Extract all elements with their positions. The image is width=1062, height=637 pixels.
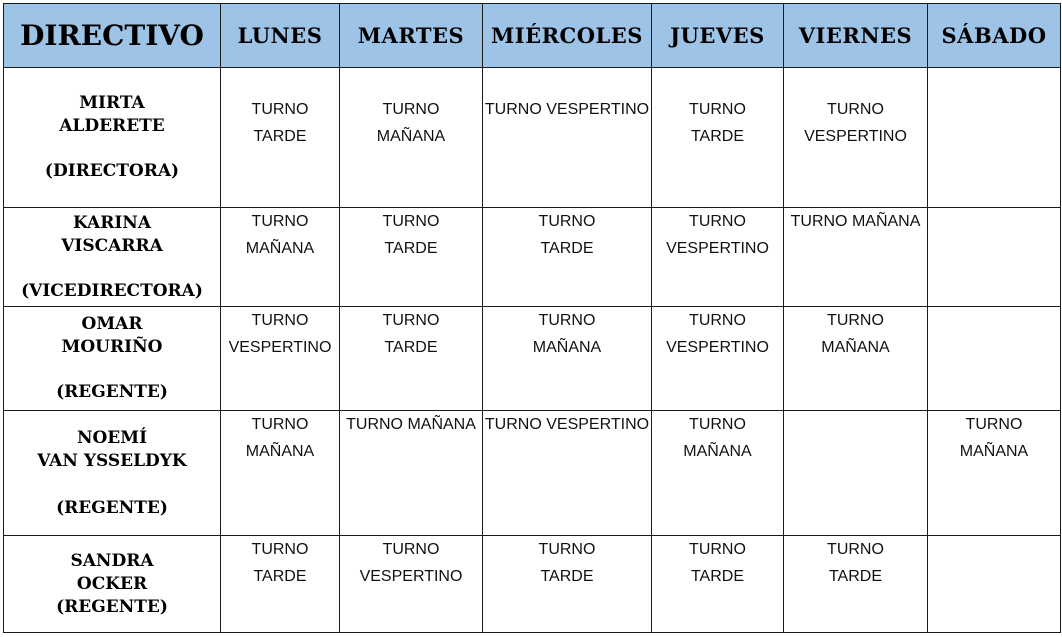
directivo-cell [4,208,221,307]
shift-cell [652,411,784,536]
shift-text: TURNO MAÑANA [683,416,752,460]
directivo-cell [4,307,221,411]
shift-text: TURNO MAÑANA [245,416,315,460]
schedule-table [3,3,1061,633]
person-role: (REGENTE) [56,382,168,402]
shift-cell [340,208,483,307]
shift-text: TURNO TARDE [538,541,596,585]
person-name: MIRTA ALDERETE [59,93,165,136]
shift-text: TURNO MAÑANA [346,416,476,433]
shift-cell [928,536,1061,633]
shift-cell [652,208,784,307]
shift-text: TURNO TARDE [689,541,746,585]
shift-text: TURNO MAÑANA [532,312,602,356]
column-header-viernes: VIERNES [784,4,928,68]
shift-text: TURNO MAÑANA [959,416,1029,460]
shift-cell [928,68,1061,208]
person-name: SANDRA OCKER [70,550,154,594]
shift-cell [784,307,928,411]
person-name: KARINA VISCARRA [61,212,163,256]
shift-cell [483,208,652,307]
person-role: (DIRECTORA) [44,161,180,181]
shift-text: TURNO MAÑANA [245,213,315,257]
shift-cell [221,307,340,411]
shift-cell [340,68,483,208]
shift-cell [340,411,483,536]
shift-cell [483,411,652,536]
shift-cell [340,536,483,633]
shift-cell [652,307,784,411]
table-row [4,536,1061,633]
shift-cell [784,68,928,208]
shift-cell [784,208,928,307]
shift-text: TURNO TARDE [689,101,746,145]
shift-text: TURNO VESPERTINO [804,101,907,145]
table-row [4,68,1061,208]
column-header-directivo: DIRECTIVO [4,4,221,68]
shift-text: TURNO TARDE [382,312,440,356]
shift-cell [483,536,652,633]
person-name: OMAR MOURIÑO [61,314,163,357]
shift-cell [652,536,784,633]
shift-cell [652,68,784,208]
shift-text: TURNO VESPERTINO [484,416,650,433]
shift-cell [483,68,652,208]
directivo-cell [4,411,221,536]
directivo-cell [4,536,221,633]
shift-cell [928,307,1061,411]
shift-text: TURNO MAÑANA [790,213,921,230]
shift-cell [928,411,1061,536]
shift-text: TURNO VESPERTINO [666,312,769,356]
person-role: (REGENTE) [56,596,168,617]
shift-cell [784,536,928,633]
column-header-martes: MARTES [340,4,483,68]
shift-text: TURNO TARDE [538,213,596,257]
person-role: (REGENTE) [56,497,168,518]
person-role: (VICEDIRECTORA) [21,280,203,301]
shift-text: TURNO VESPERTINO [228,312,332,356]
shift-text: TURNO VESPERTINO [666,213,769,257]
shift-cell [221,68,340,208]
shift-cell [221,208,340,307]
shift-cell [928,208,1061,307]
column-header-miercoles: MIÉRCOLES [483,4,652,68]
person-name: NOEMÍ VAN YSSELDYK [37,427,187,471]
table-row [4,307,1061,411]
shift-cell [483,307,652,411]
shift-cell [221,536,340,633]
shift-text: TURNO TARDE [251,541,309,585]
shift-text: TURNO VESPERTINO [484,101,650,118]
shift-cell [221,411,340,536]
shift-text: TURNO TARDE [251,101,309,145]
column-header-lunes: LUNES [221,4,340,68]
shift-text: TURNO TARDE [827,541,884,585]
column-header-jueves: JUEVES [652,4,784,68]
shift-cell [340,307,483,411]
table-row [4,411,1061,536]
shift-cell [784,411,928,536]
shift-text: TURNO TARDE [382,213,440,257]
shift-text: TURNO VESPERTINO [359,541,463,585]
table-row [4,208,1061,307]
shift-text: TURNO MAÑANA [821,312,890,356]
directivo-cell [4,68,221,208]
header-row [4,4,1061,68]
column-header-sabado: SÁBADO [928,4,1061,68]
shift-text: TURNO MAÑANA [376,101,446,145]
